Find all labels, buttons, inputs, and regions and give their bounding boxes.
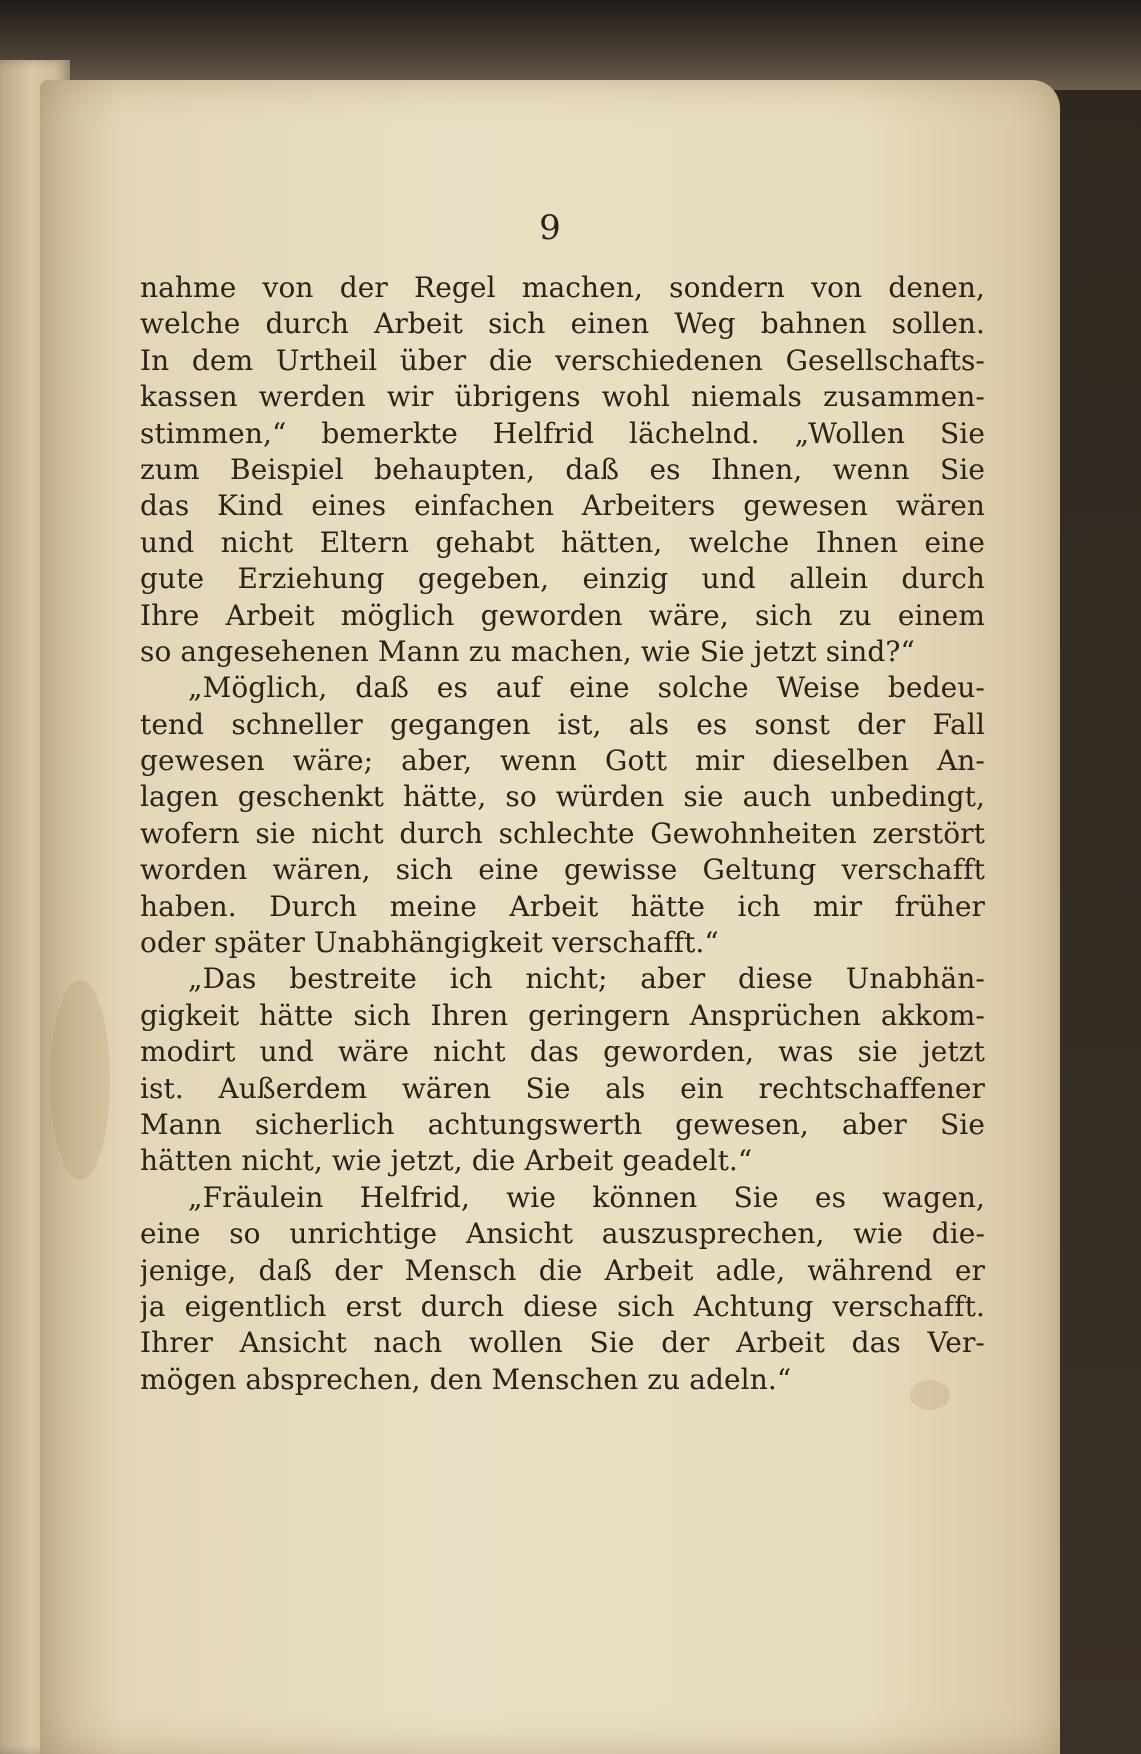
text-line: Ihre Arbeit möglich geworden wäre, sich zu einem xyxy=(140,598,985,632)
text-line: oder später Unabhängigkeit verschafft.“ xyxy=(140,926,719,960)
text-line: gewesen wäre; aber, wenn Gott mir dieselben An- xyxy=(140,744,985,778)
text-line: „Fräulein Helfrid, wie können Sie es wagen, xyxy=(188,1180,985,1214)
text-line: wofern sie nicht durch schlechte Gewohnheiten zerstört xyxy=(140,816,985,850)
text-line: das Kind eines einfachen Arbeiters gewesen wären xyxy=(140,489,985,523)
text-line: hätten nicht, wie jetzt, die Arbeit geadelt.“ xyxy=(140,1144,753,1178)
text-line: und nicht Eltern gehabt hätten, welche Ihnen eine xyxy=(140,525,985,559)
text-line: Mann sicherlich achtungswerth gewesen, aber Sie xyxy=(140,1107,985,1141)
text-line: lagen geschenkt hätte, so würden sie auch unbedingt, xyxy=(140,780,985,814)
text-line: modirt und wäre nicht das geworden, was sie jetzt xyxy=(140,1035,985,1069)
text-line: jenige, daß der Mensch die Arbeit adle, während er xyxy=(140,1253,985,1287)
book-top-edge xyxy=(0,0,1141,90)
text-line: stimmen,“ bemerkte Helfrid lächelnd. „Wollen Sie xyxy=(140,416,985,450)
text-line: gigkeit hätte sich Ihren geringern Ansprüchen akkom- xyxy=(140,998,985,1032)
text-line: haben. Durch meine Arbeit hätte ich mir früher xyxy=(140,889,985,923)
text-line: gute Erziehung gegeben, einzig und allein durch xyxy=(140,562,985,596)
text-line: welche durch Arbeit sich einen Weg bahnen sollen. xyxy=(140,307,985,341)
text-line: „Das bestreite ich nicht; aber diese Unabhän- xyxy=(188,962,985,996)
text-line: „Möglich, daß es auf eine solche Weise bedeu- xyxy=(188,671,985,705)
paper-stain xyxy=(50,980,110,1180)
text-line: In dem Urtheil über die verschiedenen Gesellschafts- xyxy=(140,343,985,377)
text-line: ist. Außerdem wären Sie als ein rechtschaffener xyxy=(140,1071,985,1105)
page-sheet xyxy=(40,80,1060,1754)
page-number: 9 xyxy=(539,208,561,248)
text-line: so angesehenen Mann zu machen, wie Sie jetzt sind?“ xyxy=(140,634,915,668)
text-line: tend schneller gegangen ist, als es sonst der Fall xyxy=(140,707,985,741)
text-line: mögen absprechen, den Menschen zu adeln.“ xyxy=(140,1362,792,1396)
text-line: nahme von der Regel machen, sondern von denen, xyxy=(140,271,985,304)
text-line: eine so unrichtige Ansicht auszusprechen, wie die- xyxy=(140,1217,985,1251)
text-line: Ihrer Ansicht nach wollen Sie der Arbeit das Ver- xyxy=(140,1326,985,1360)
text-line: zum Beispiel behaupten, daß es Ihnen, wenn Sie xyxy=(140,452,985,486)
body-text xyxy=(140,270,985,1398)
text-line: ja eigentlich erst durch diese sich Achtung verschafft. xyxy=(140,1289,985,1323)
text-line: kassen werden wir übrigens wohl niemals zusammen- xyxy=(140,380,985,414)
text-line: worden wären, sich eine gewisse Geltung verschafft xyxy=(140,853,985,887)
